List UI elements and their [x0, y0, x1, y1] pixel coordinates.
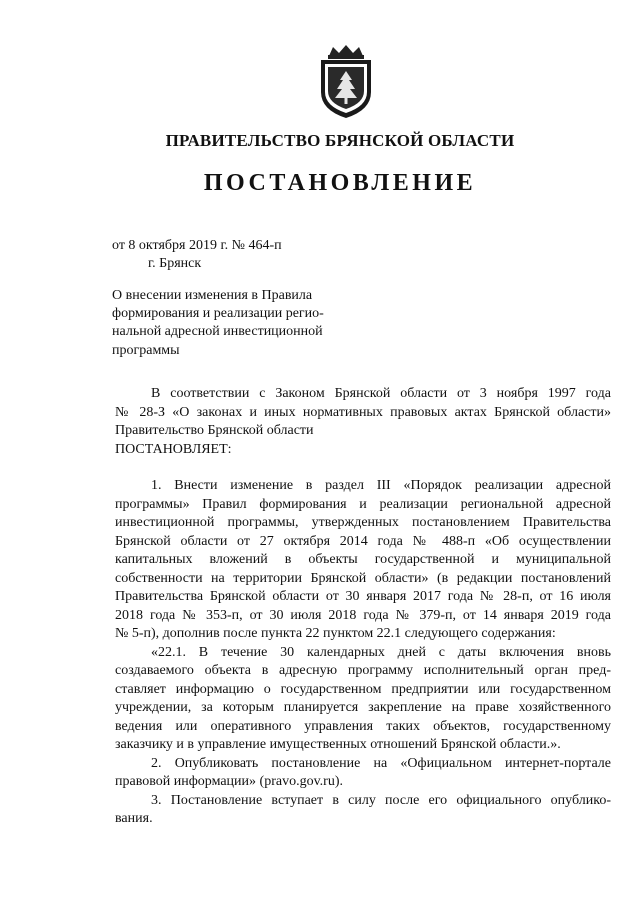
item1-line: Правительства Брянской области от 30 января 2017 года № 28-п, от 16 июля [115, 589, 611, 604]
government-title: ПРАВИТЕЛЬСТВО БРЯНСКОЙ ОБЛАСТИ [165, 131, 515, 150]
subject-line: формирования и реализации регио- [112, 306, 324, 322]
quote-line: создаваемого объекта в адресную программу исполнительный орган пред- [115, 663, 611, 678]
item1-line: 2018 года № 353-п, от 30 июля 2018 года № 379-п, от 14 января 2019 года [115, 607, 611, 623]
city: г. Брянск [148, 256, 202, 271]
item2-line: 2. Опубликовать постановление на «Официальном интернет-портале [151, 755, 611, 771]
item1-line: инвестиционной программы, утвержденных постановлением Правительства [115, 515, 611, 530]
date-and-number: от 8 октября 2019 г. № 464-п [112, 238, 282, 253]
item2-line: правовой информации» (pravo.gov.ru). [115, 774, 343, 789]
subject-line: программы [112, 342, 180, 358]
document-type-title: ПОСТАНОВЛЕНИЕ [203, 170, 477, 196]
quote-line: ведения или оперативного управления таких объектов, государственному [115, 718, 611, 734]
item3-line: вания. [115, 811, 153, 826]
quote-line: учреждении, за которым планируется закрепление на праве хозяйственного [115, 700, 611, 715]
document-body [115, 385, 611, 829]
item1-line: 1. Внести изменение в раздел III «Порядок реализации адресной [151, 478, 611, 493]
coat-of-arms-emblem [315, 44, 377, 120]
subject-line: нальной адресной инвестиционной [112, 324, 323, 340]
item1-line: собственности на территории Брянской области» (в редакции постановлений [115, 570, 611, 586]
item1-line: Брянской области от 27 октября 2014 года № 488-п «Об осуществлении [115, 533, 611, 549]
quote-line: ставляет информацию о государственном предприятии или государственном [115, 681, 611, 697]
preamble-line: № 28-З «О законах и иных нормативных правовых актах Брянской области» [115, 404, 611, 420]
preamble-line: Правительство Брянской области [115, 423, 314, 438]
quote-line: заказчику и в управление имущественных отношений Брянской области.». [115, 737, 561, 752]
preamble-line: ПОСТАНОВЛЯЕТ: [115, 441, 232, 457]
item1-line: программы» Правил формирования и реализации региональной адресной [115, 496, 611, 512]
quote-line: «22.1. В течение 30 календарных дней с даты включения вновь [151, 644, 611, 660]
subject-line: О внесении изменения в Правила [112, 288, 313, 303]
preamble-line: В соответствии с Законом Брянской области от 3 ноября 1997 года [151, 386, 611, 401]
spacer [115, 459, 611, 477]
item3-line: 3. Постановление вступает в силу после его официального опублико- [151, 792, 611, 808]
item1-line: № 5-п), дополнив после пункта 22 пунктом 22.1 следующего содержания: [115, 626, 556, 641]
subject-block [112, 287, 352, 360]
item1-line: капитальных вложений в объекты государственной и муниципальной [115, 552, 611, 567]
